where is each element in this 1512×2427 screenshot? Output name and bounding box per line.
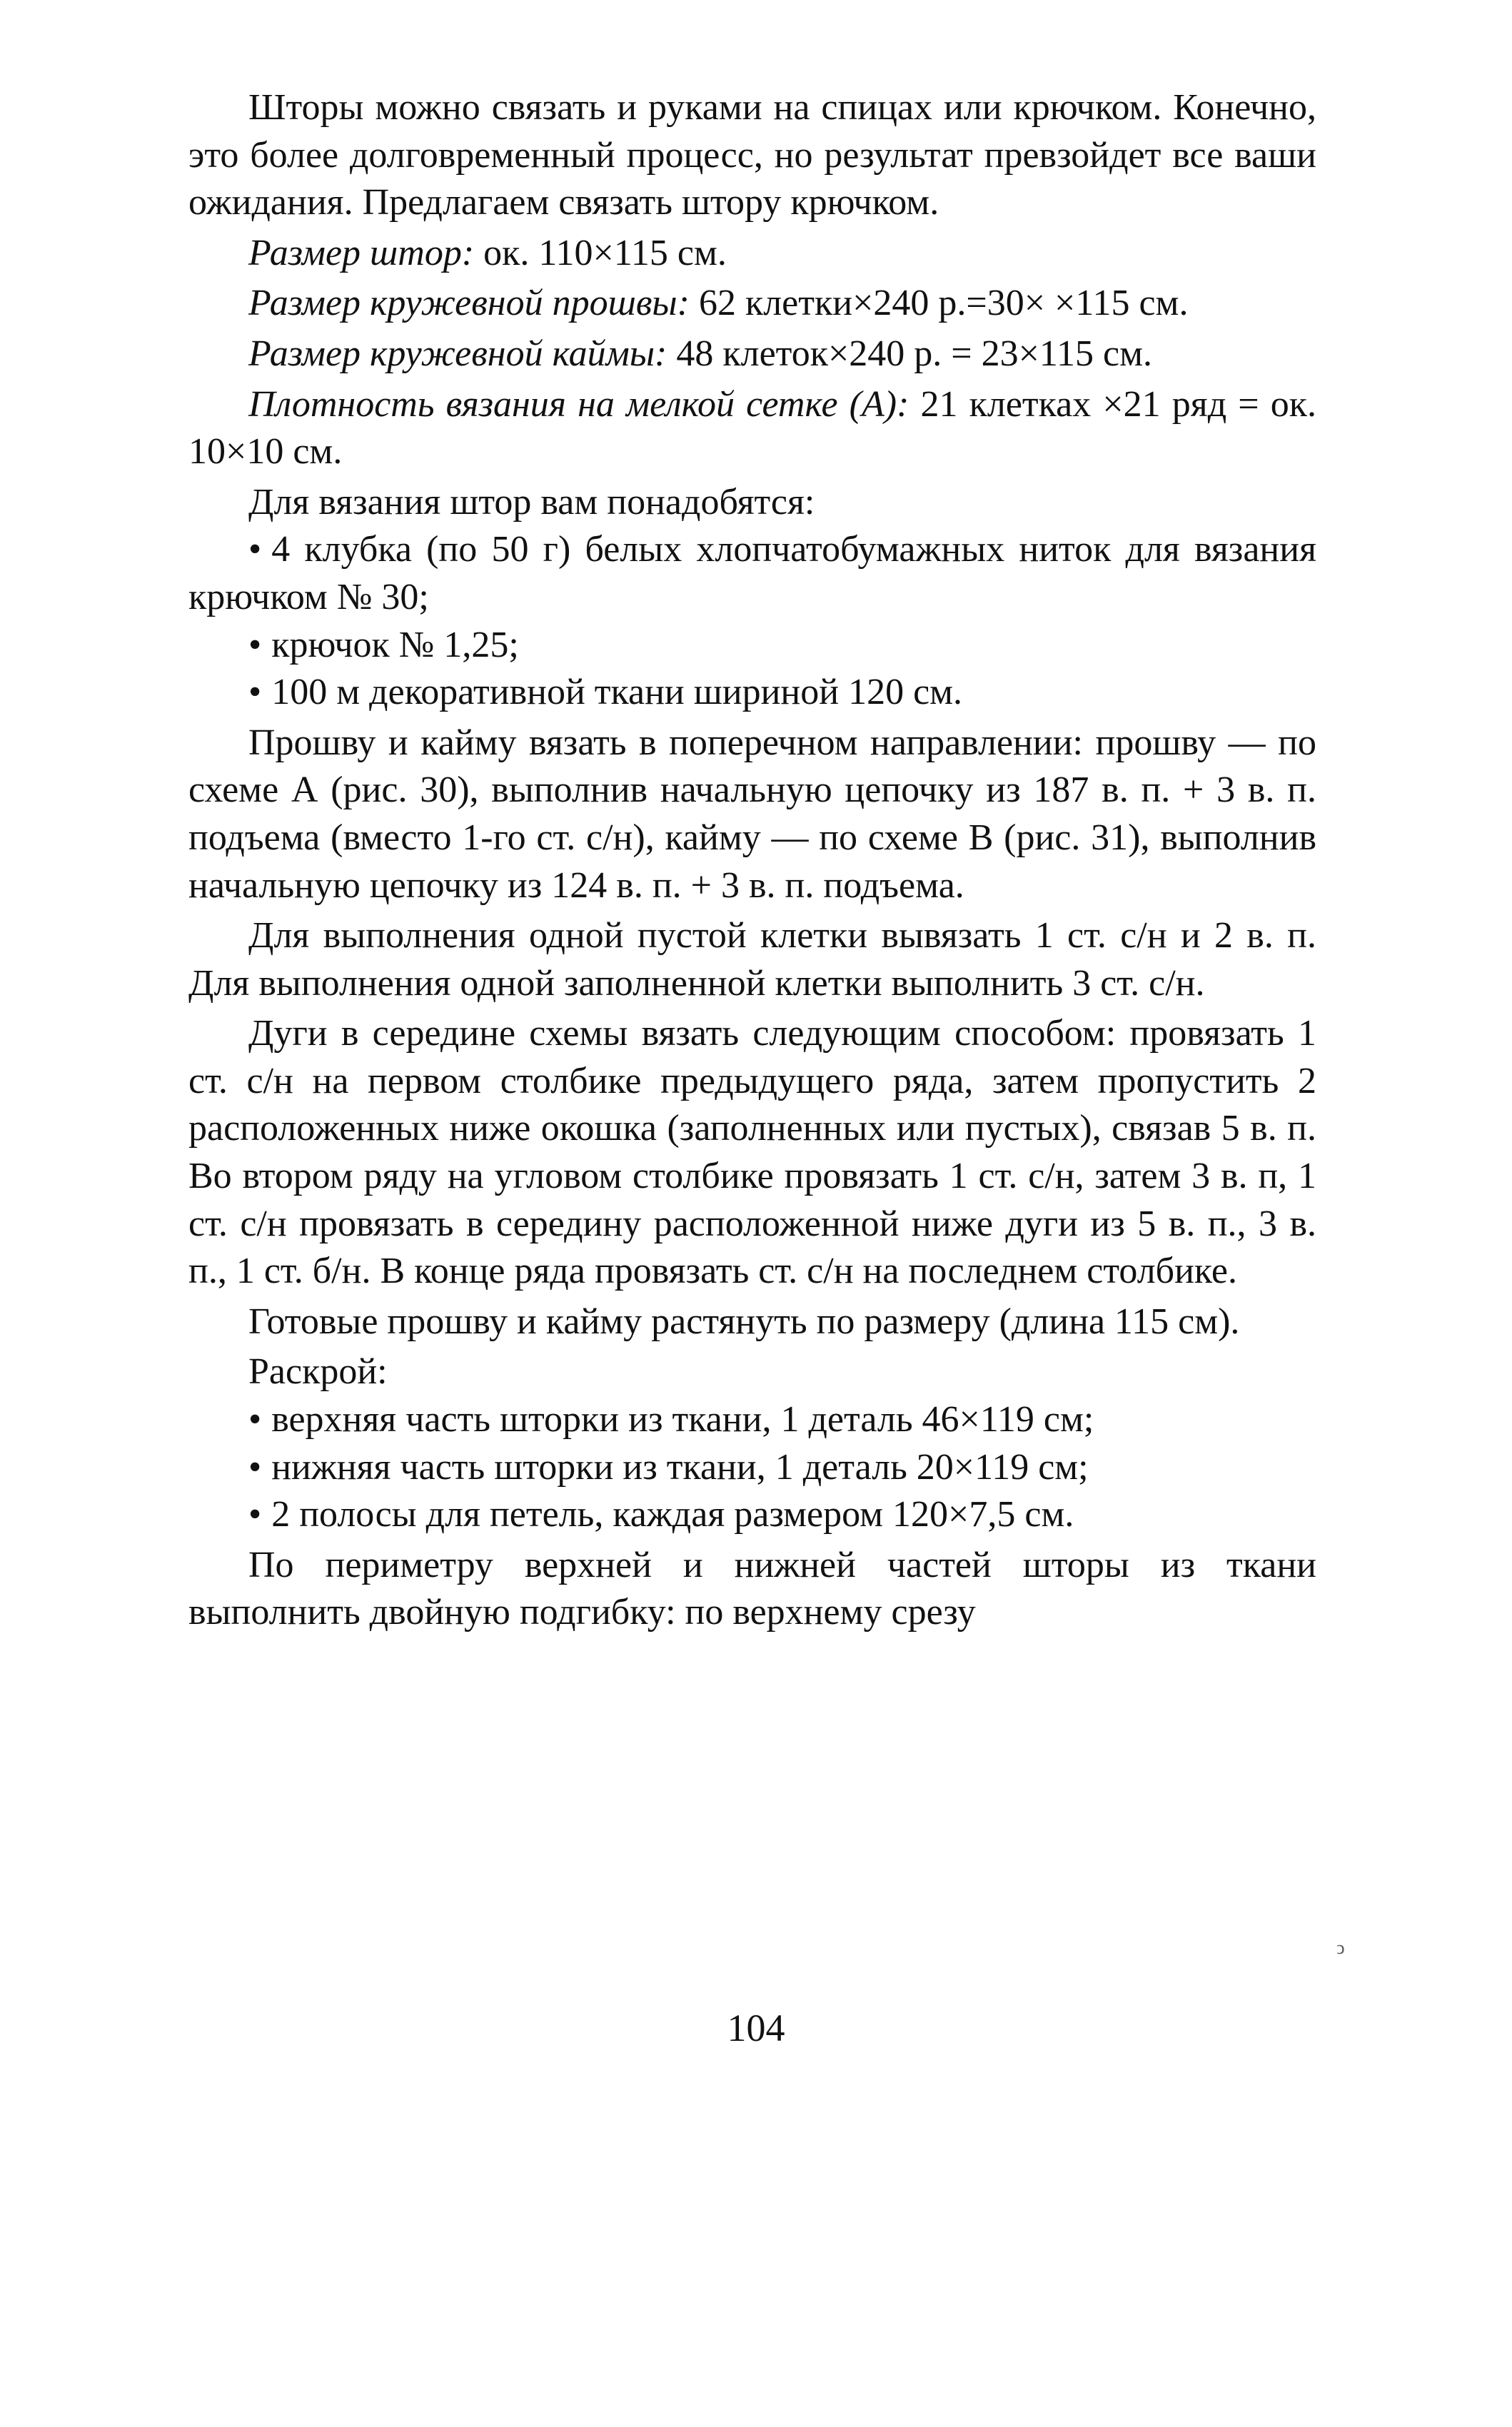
insert-size-line — [188, 280, 1316, 328]
materials-intro: Для вязания штор вам понадобятся: — [248, 481, 815, 523]
instruction-paragraph: Для выполнения одной пустой клетки вывязать 1 ст. с/н и 2 в. п. Для выполнения одной заполненной клетки выполнить 3 ст. с/н. — [188, 915, 1316, 1004]
materials-item-text: крючок № 1,25; — [271, 624, 519, 665]
bullet-icon: • — [248, 672, 262, 713]
instruction-paragraph: Прошву и кайму вязать в поперечном направлении: прошву — по схеме А (рис. 30), выполнив начальную цепочку из 187 в. п. + 3 в. п. подъема (вместо 1-го ст. с/н), кайму — по схеме В (рис. 31), выполнив начальную цепочку из 124 в. п. + 3 в. п. подъема. — [188, 722, 1316, 906]
materials-item — [188, 669, 1316, 717]
cutting-item-text: нижняя часть шторки из ткани, 1 деталь 20×119 см; — [271, 1446, 1089, 1488]
bullet-icon: • — [248, 1494, 262, 1535]
instruction-paragraph: Готовые прошву и кайму растянуть по размеру (длина 115 см). — [248, 1301, 1240, 1342]
cutting-item — [188, 1491, 1316, 1539]
materials-item-text: 100 м декоративной ткани шириной 120 см. — [271, 672, 963, 713]
curtain-size-label: Размер штор: — [248, 232, 475, 273]
curtain-size-value: ок. 110×115 см. — [474, 232, 727, 273]
edge-mark: ↄ — [1336, 1937, 1345, 1958]
closing-paragraph: По периметру верхней и нижней частей шторы из ткани выполнить двойную подгибку: по верхнему срезу — [188, 1544, 1316, 1633]
bullet-icon: • — [248, 529, 262, 570]
instruction-paragraph: Дуги в середине схемы вязать следующим способом: провязать 1 ст. с/н на первом столбике предыдущего ряда, затем пропустить 2 расположенных ниже окошка (заполненных или пустых), связав 5 в. п. Во втором ряду на угловом столбике провязать 1 ст. с/н, затем 3 в. п, 1 ст. с/н провязать в середину расположенной ниже дуги из 5 в. п., 3 в. п., 1 ст. б/н. В конце ряда провязать ст. с/н на последнем столбике. — [188, 1013, 1316, 1292]
cutting-item — [188, 1444, 1316, 1492]
intro-paragraph: Шторы можно связать и руками на спицах или крючком. Конечно, это более долговременный процесс, но результат превзойдет все ваши ожидания. Предлагаем связать штору крючком. — [188, 87, 1316, 223]
density-label: Плотность вязания на мелкой сетке (А): — [248, 383, 909, 425]
density-line — [188, 381, 1316, 476]
page-number: 104 — [727, 2007, 785, 2049]
border-size-value: 48 клеток×240 р. = 23×115 см. — [667, 333, 1152, 374]
bullet-icon: • — [248, 1446, 262, 1488]
bullet-icon: • — [248, 624, 262, 665]
border-size-label: Размер кружевной каймы: — [248, 333, 667, 374]
insert-size-value: 62 клетки×240 р.=30× ×115 см. — [689, 283, 1189, 324]
materials-item — [188, 622, 1316, 670]
materials-item — [188, 526, 1316, 621]
cutting-item-text: верхняя часть шторки из ткани, 1 деталь 46×119 см; — [271, 1399, 1094, 1440]
density-value: 21 клетках ×21 ряд = ок. 10×10 см. — [188, 383, 1316, 473]
text-block — [188, 84, 1316, 1637]
cutting-item-text: 2 полосы для петель, каждая размером 120×7,5 см. — [271, 1494, 1074, 1535]
cutting-intro: Раскрой: — [248, 1351, 388, 1393]
curtain-size-line — [188, 230, 1316, 278]
page-body — [188, 84, 1316, 1637]
bullet-icon: • — [248, 1399, 262, 1440]
border-size-line — [188, 331, 1316, 378]
cutting-item — [188, 1396, 1316, 1444]
insert-size-label: Размер кружевной прошвы: — [248, 283, 690, 324]
materials-item-text: 4 клубка (по 50 г) белых хлопчатобумажных ниток для вязания крючком № 30; — [188, 529, 1316, 617]
